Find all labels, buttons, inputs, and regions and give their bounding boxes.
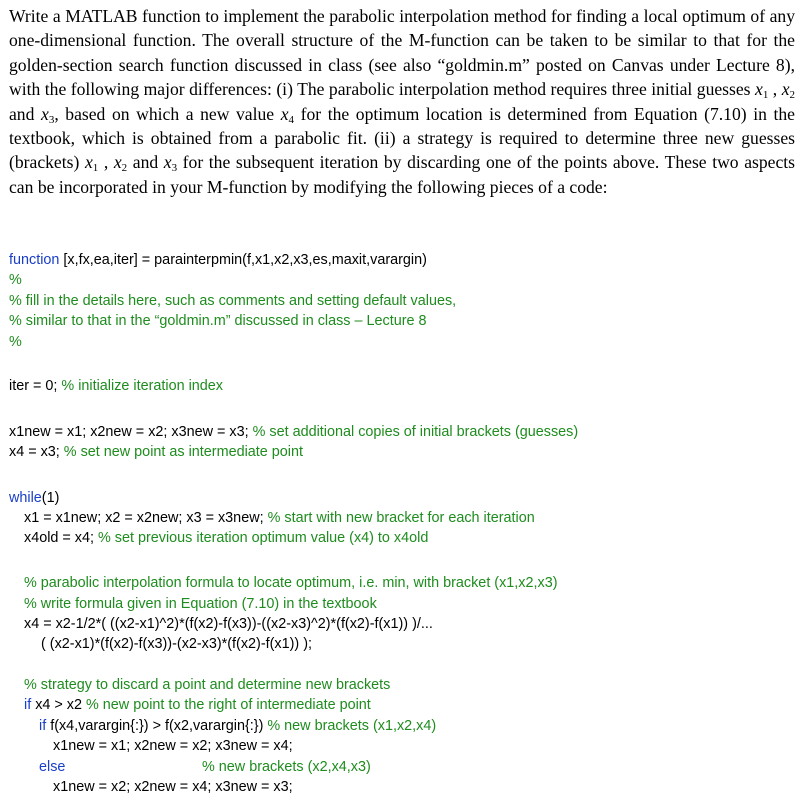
code-line: % fill in the details here, such as comments and setting default values, [9,293,457,309]
code-line: x1new = x1; x2new = x2; x3new = x3; % set additional copies of initial brackets (guesses) [9,424,579,440]
code-line: ( (x2-x1)*(f(x2)-f(x3))-(x2-x3)*(f(x2)-f(x1)) ); [41,636,312,652]
code-line: function [x,fx,ea,iter] = parainterpmin(f,x1,x2,x3,es,maxit,varargin) [9,252,427,268]
code-line: if x4 > x2 % new point to the right of intermediate point [24,697,371,713]
code-line: % similar to that in the “goldmin.m” discussed in class – Lecture 8 [9,313,427,329]
code-line: if f(x4,varargin{:}) > f(x2,varargin{:}) % new brackets (x1,x2,x4) [39,718,437,734]
code-line: x1 = x1new; x2 = x2new; x3 = x3new; % start with new bracket for each iteration [24,510,535,526]
code-line: x1new = x2; x2new = x4; x3new = x3; [53,779,293,795]
code-line: while(1) [9,490,60,506]
code-line: % [9,334,22,350]
code-line: % strategy to discard a point and determine new brackets [24,677,391,693]
code-line: % parabolic interpolation formula to locate optimum, i.e. min, with bracket (x1,x2,x3) [24,575,558,591]
code-line: iter = 0; % initialize iteration index [9,378,223,394]
code-line: x4 = x2-1/2*( ((x2-x1)^2)*(f(x2)-f(x3))-((x2-x3)^2)*(f(x2)-f(x1)) )/... [24,616,433,632]
problem-statement: Write a MATLAB function to implement the parabolic interpolation method for finding a local optimum of any one-dimensional function. The overall structure of the M-function can be taken to be similar to that for the golden-section search function discussed in class (see also “goldmin.m” posted on Canvas under Lecture 8), with the following major differences: (i) The parabolic interpolation method requires three initial guesses $x_1$ , $x_2$ and $x_3$, based on which a new value $x_4$ for the optimum location is determined from Equation (7.10) in the textbook, which is obtained from a parabolic fit. (ii) a strategy is required to determine three new guesses (brackets) $x_1$ , $x_2$ and $x_3$ for the subsequent iteration by discarding one of the points above. These two aspects can be incorporated in your M-function by modifying the following pieces of a code: [9,6,795,197]
code-line: x4old = x4; % set previous iteration optimum value (x4) to x4old [24,530,429,546]
code-line: x4 = x3; % set new point as intermediate point [9,444,303,460]
code-line: x1new = x1; x2new = x2; x3new = x4; [53,738,293,754]
code-line: % write formula given in Equation (7.10) in the textbook [24,596,377,612]
code-line: else % new brackets (x2,x4,x3) [39,759,371,775]
code-line: % [9,272,22,288]
